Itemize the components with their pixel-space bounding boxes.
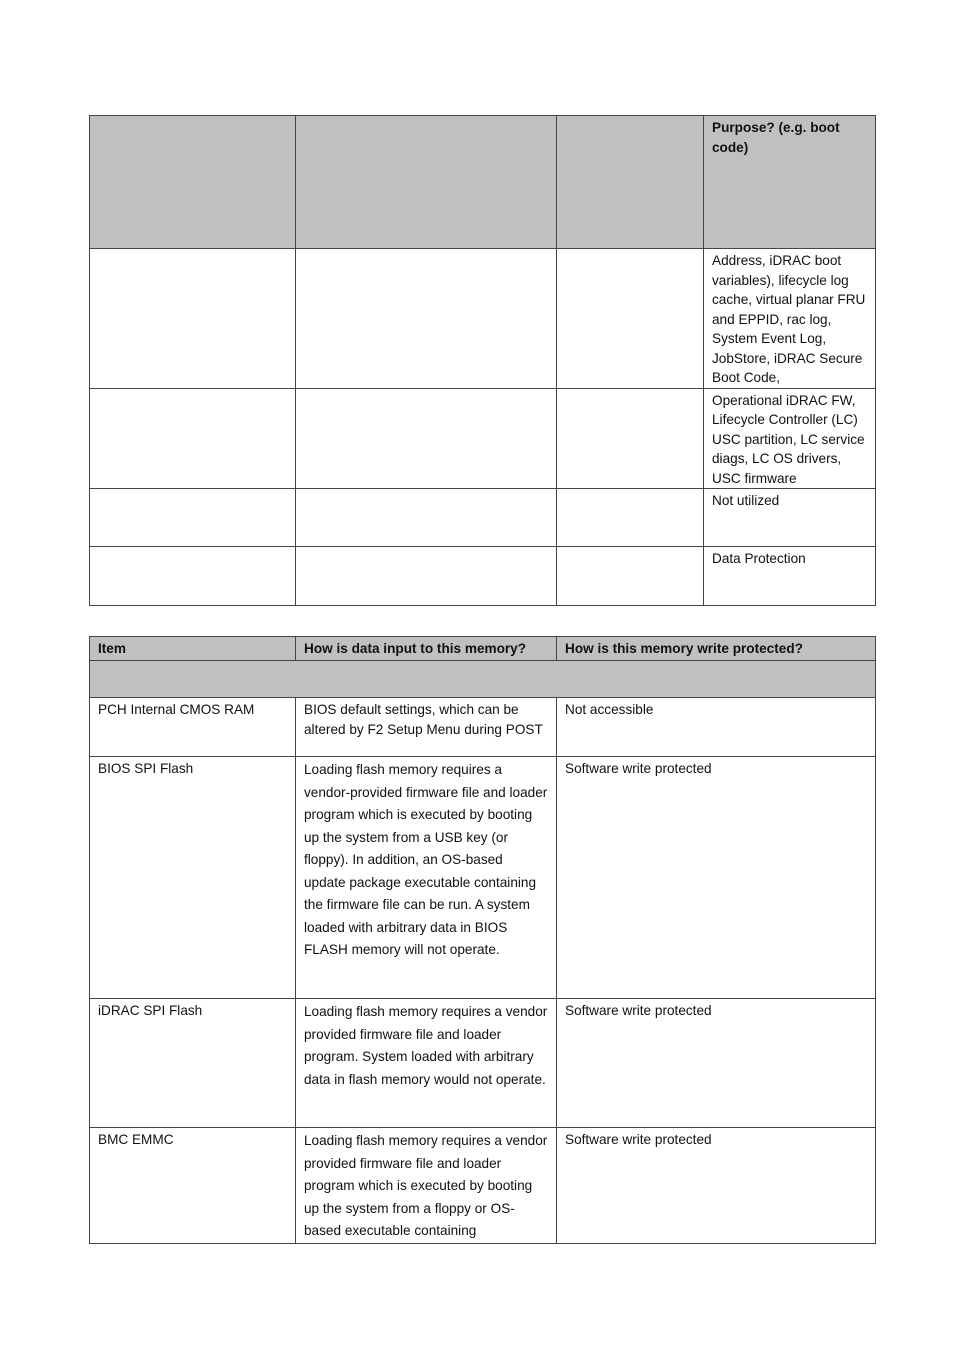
header-cell <box>90 116 296 249</box>
item-cell: iDRAC SPI Flash <box>90 999 296 1128</box>
protect-cell: Software write protected <box>557 999 876 1128</box>
header-cell <box>557 116 704 249</box>
section-row <box>90 661 876 698</box>
table-row <box>90 1128 876 1244</box>
input-cell: Loading flash memory requires a vendor-provided firmware file and loader program which is executed by booting up the system from a USB key (or floppy). In addition, an OS-based update package executable containing the firmware file can be run. A system loaded with arbitrary data in BIOS FLASH memory will not operate. <box>296 757 557 999</box>
table-row <box>90 249 876 389</box>
table-header-row <box>90 116 876 249</box>
table-row <box>90 547 876 606</box>
item-cell: BMC EMMC <box>90 1128 296 1244</box>
input-cell: Loading flash memory requires a vendor provided firmware file and loader program which is executed by booting up the system from a floppy or OS-based executable containing <box>296 1128 557 1244</box>
table-row <box>90 489 876 547</box>
header-purpose: Purpose? (e.g. boot code) <box>704 116 876 249</box>
purpose-cell: Data Protection <box>704 547 876 606</box>
purpose-table <box>89 115 876 606</box>
table-row <box>90 999 876 1128</box>
header-item: Item <box>90 637 296 661</box>
header-input: How is data input to this memory? <box>296 637 557 661</box>
table-row <box>90 388 876 489</box>
input-cell: Loading flash memory requires a vendor provided firmware file and loader program. System loaded with arbitrary data in flash memory would not operate. <box>296 999 557 1128</box>
header-protect: How is this memory write protected? <box>557 637 876 661</box>
item-cell: BIOS SPI Flash <box>90 757 296 999</box>
purpose-cell: Operational iDRAC FW, Lifecycle Controller (LC) USC partition, LC service diags, LC OS drivers, USC firmware <box>704 388 876 489</box>
table-row <box>90 757 876 999</box>
header-cell <box>296 116 557 249</box>
purpose-cell: Not utilized <box>704 489 876 547</box>
item-cell: PCH Internal CMOS RAM <box>90 698 296 757</box>
protect-cell: Software write protected <box>557 1128 876 1244</box>
purpose-cell: Address, iDRAC boot variables), lifecycle log cache, virtual planar FRU and EPPID, rac log, System Event Log, JobStore, iDRAC Secure Boot Code, <box>704 249 876 389</box>
protect-cell: Software write protected <box>557 757 876 999</box>
memory-table <box>89 636 876 1244</box>
table-row <box>90 698 876 757</box>
input-cell: BIOS default settings, which can be altered by F2 Setup Menu during POST <box>296 698 557 757</box>
protect-cell: Not accessible <box>557 698 876 757</box>
table-header-row <box>90 637 876 661</box>
